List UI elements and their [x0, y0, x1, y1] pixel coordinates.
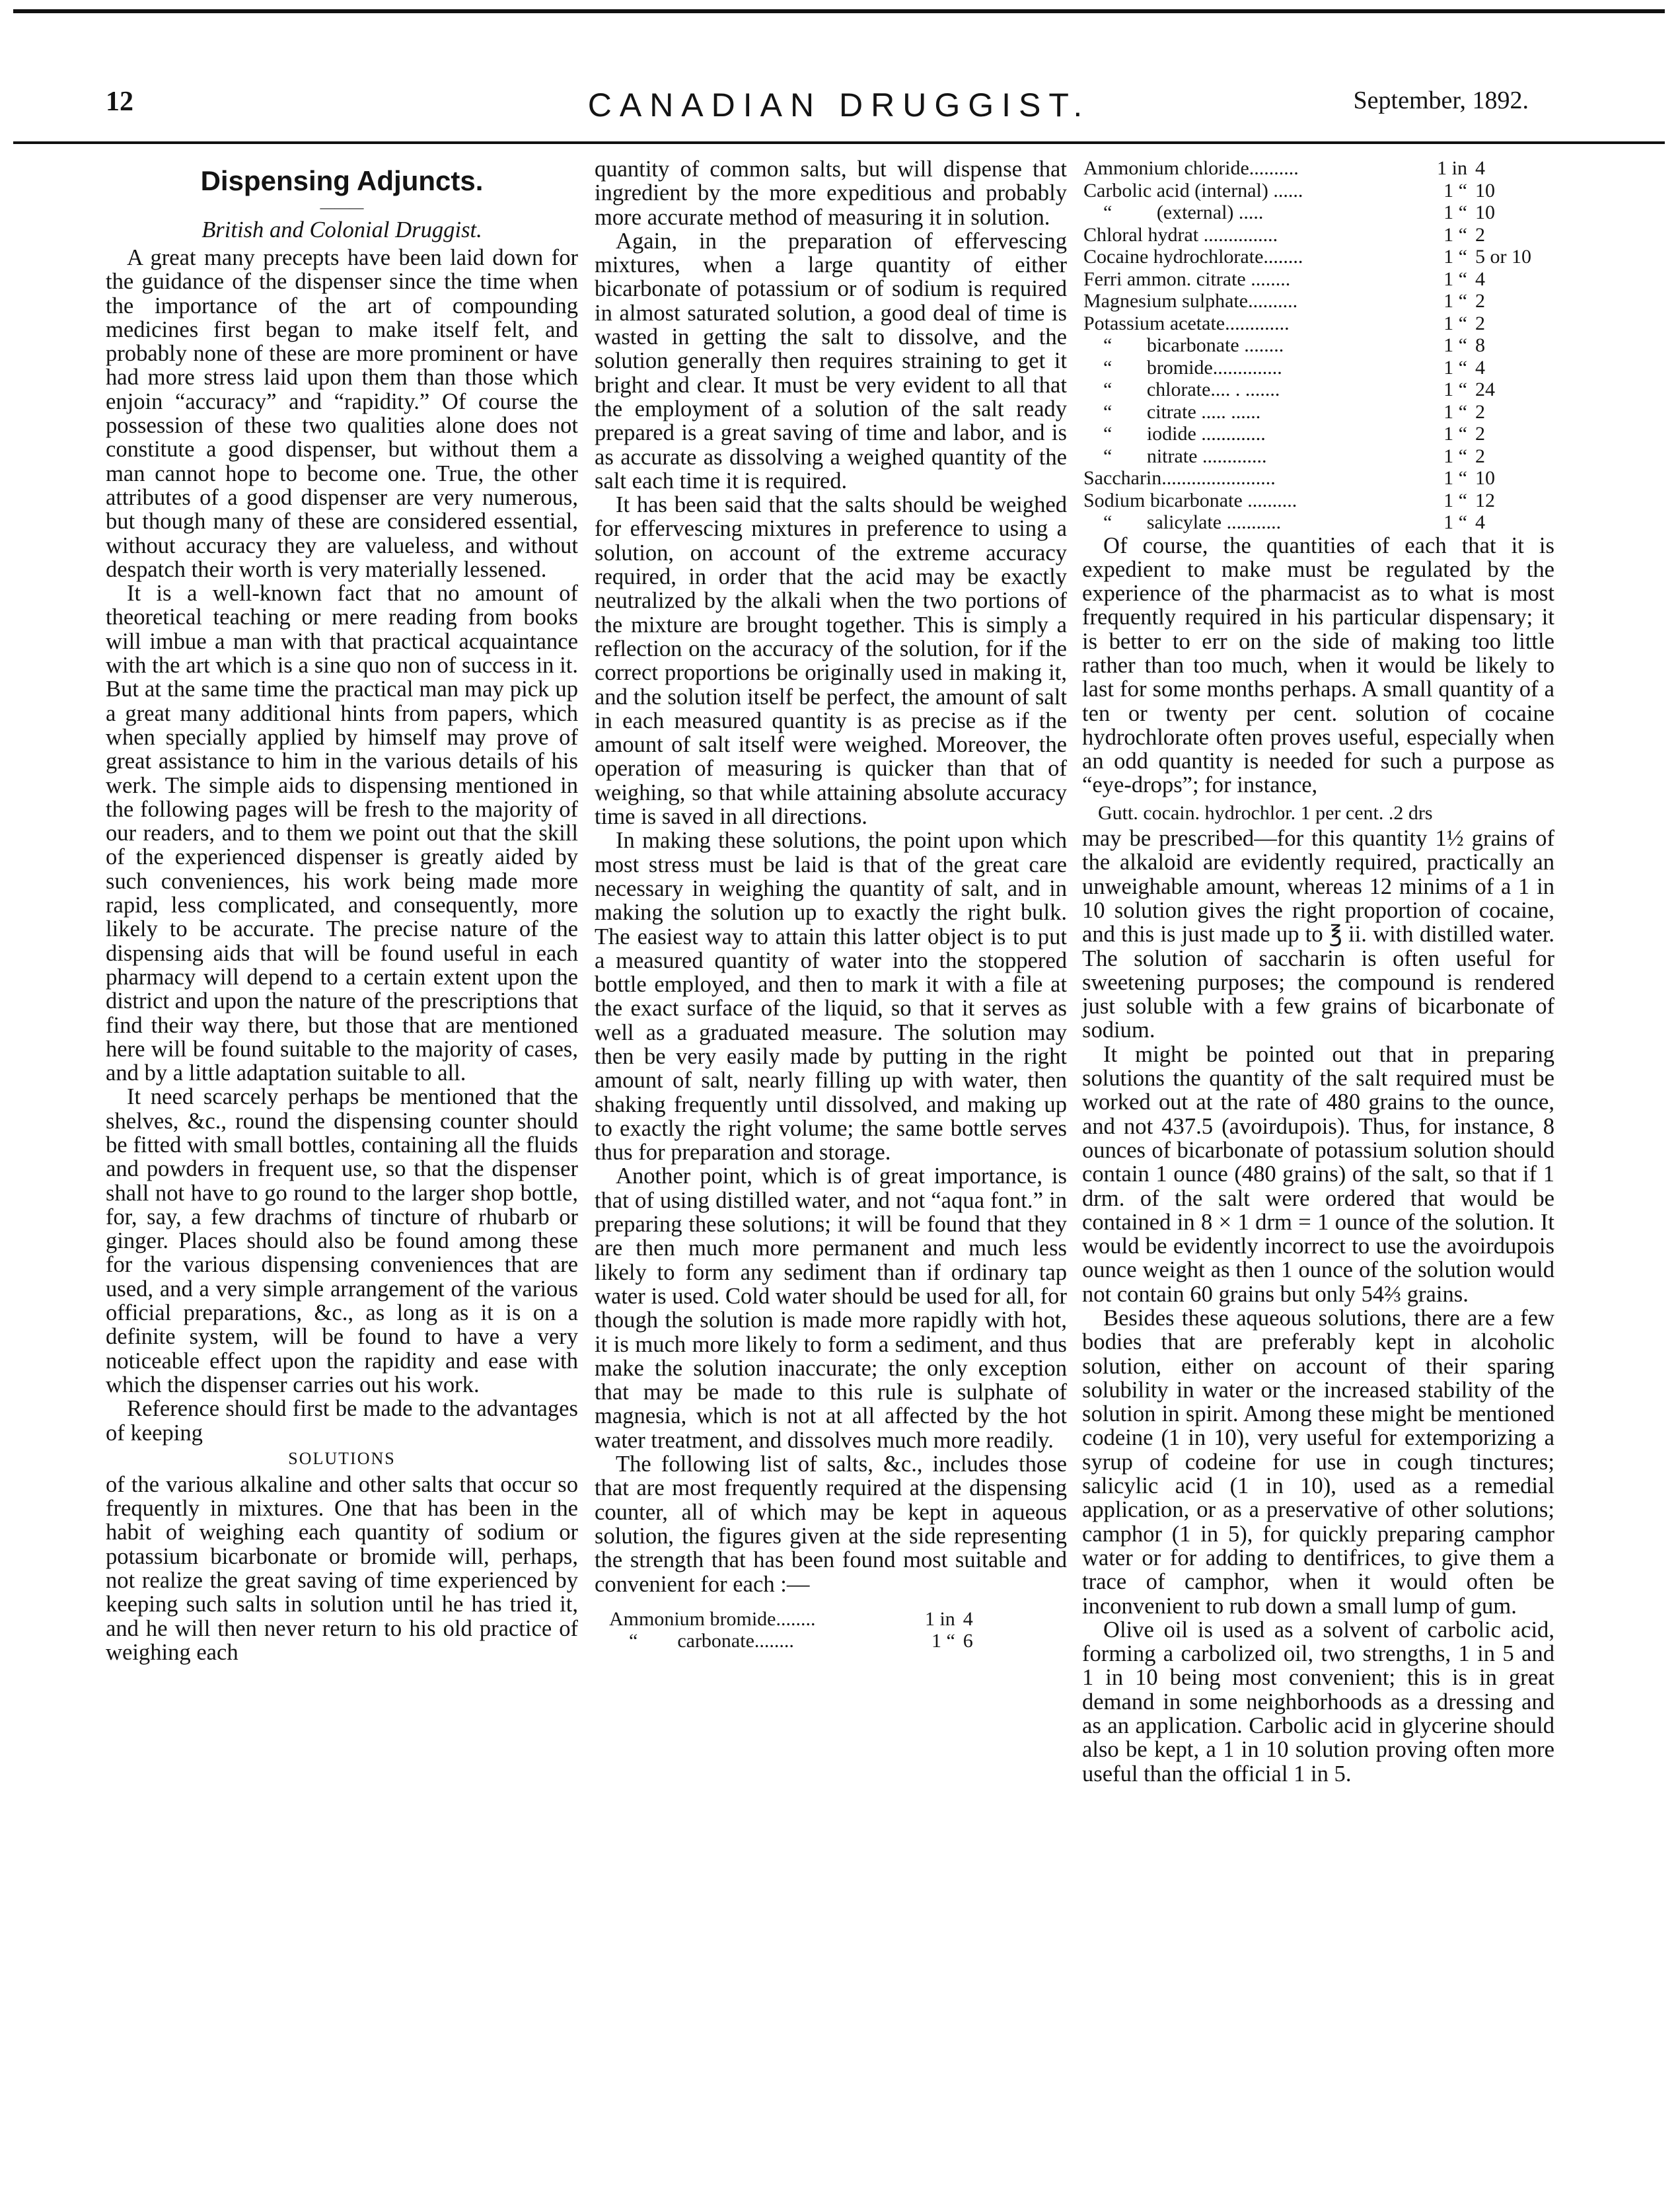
subheading-solutions: SOLUTIONS [288, 1448, 396, 1468]
salt-row [1082, 157, 1554, 180]
salt-name: Ammonium bromide........ [609, 1607, 816, 1630]
salt-name: “ iodide ............. [1083, 423, 1266, 445]
salt-row [1082, 511, 1554, 534]
paragraph: The following list of salts, &c., includes those that are most frequently required at the dispensing counter, all of which may be kept in aqueous solution, the figures given at the side representing the strength that has been found most suitable and convenient for each :— [595, 1452, 1067, 1597]
salt-row [1082, 290, 1554, 313]
strength-value: 6 [963, 1630, 973, 1652]
salt-row [1082, 180, 1554, 202]
strength-ratio: 1 “ [1443, 400, 1467, 423]
strength-value: 2 [1475, 445, 1485, 467]
strength-value: 10 [1475, 467, 1495, 489]
salt-name: Sodium bicarbonate .......... [1083, 489, 1297, 511]
strength-ratio: 1 “ [1443, 202, 1467, 223]
salt-name: “ nitrate ............. [1083, 445, 1267, 467]
salt-row [1082, 268, 1554, 291]
paragraph: of the various alkaline and other salts that occur so frequently in mixtures. One that has been in the habit of weighing each quantity of sodium or potassium bicarbonate or bromide will, perhaps, not realize the great saving of time experienced by keeping such salts in solution until he has tried it, and he will then never return to his old practice of weighing each [106, 1471, 578, 1665]
column-1 [106, 157, 578, 1664]
paragraph: Again, in the preparation of effervescing mixtures, when a large quantity of either bicarbonate of potassium or of sodium is required in almost saturated solution, a good deal of time is wasted in getting the salt to dissolve, and the solution generally then requires straining to get it bright and clear. It must be very evident to all that the employment of a solution of the salt ready prepared is a great saving of time and labor, and is as accurate as dissolving a weighed quantity of the salt each time it is required. [595, 228, 1067, 494]
strength-ratio: 1 “ [1443, 334, 1467, 356]
strength-value: 4 [1475, 268, 1485, 290]
strength-value: 4 [1475, 157, 1485, 179]
salt-row [1082, 357, 1554, 379]
salt-name: “ bromide.............. [1083, 356, 1282, 379]
page-number: 12 [106, 87, 133, 117]
paragraph: In making these solutions, the point upon which most stress must be laid is that of the great care necessary in weighing the quantity of salt, and in making the solution up to exactly the right bulk. The easiest way to attain this latter object is to put a measured quantity of water into the stoppered bottle employed, and then to mark it with a file at the exact surface of the liquid, so that it serves as well as a graduated measure. The solution may then be very easily made by putting in the right amount of salt, nearly filling up with water, then shaking frequently until dissolved, and making up to exactly the right volume; the same bottle serves thus for preparation and storage. [595, 828, 1067, 1165]
strength-value: 24 [1475, 379, 1495, 400]
article-source: British and Colonial Druggist. [201, 217, 482, 242]
strength-ratio: 1 “ [1443, 423, 1467, 445]
masthead-title: CANADIAN DRUGGIST. [587, 87, 1091, 124]
paragraph: quantity of common salts, but will dispense that ingredient by the more expeditious and probably more accurate method of measuring it in solution. [595, 157, 1067, 230]
top-rule [13, 9, 1665, 13]
salt-row [1082, 490, 1554, 512]
salt-name: Carbolic acid (internal) ...... [1083, 179, 1303, 202]
strength-value: 10 [1475, 202, 1495, 223]
salt-name: “ chlorate.... . ....... [1083, 379, 1280, 400]
prescription-formula: Gutt. cocain. hydrochlor. 1 per cent. .2 drs [1098, 801, 1433, 824]
strength-ratio: 1 “ [1443, 379, 1467, 400]
salt-row [1082, 202, 1554, 224]
salt-row [1082, 445, 1554, 468]
salt-row [608, 1608, 1042, 1631]
paragraph: It is a well-known fact that no amount of theoretical teaching or mere reading from books will imbue a man with that practical acquaintance with the art which is a sine quo non of success in it. But at the same time the practical man may pick up a great many additional hints from papers, which when specially applied by himself may prove of great assistance to him in the various details of his werk. The simple aids to dispensing mentioned in the following pages will be fresh to the majority of our readers, and to them we point out that the skill of the experienced dispenser is greatly aided by such conveniences, his work being made more rapid, less complicated, and consequently, more likely to be accurate. The precise nature of the dispensing aids that will be found useful in each pharmacy will depend to a certain extent upon the district and upon the nature of the prescriptions that find their way there, but those that are mentioned here will be found suitable to the majority of cases, and by a little adaptation suitable to all. [106, 581, 578, 1086]
salt-name: “ (external) ..... [1083, 202, 1264, 223]
salt-row [1082, 401, 1554, 424]
header-rule [13, 141, 1665, 144]
salt-row [1082, 423, 1554, 445]
salt-row [1082, 334, 1554, 357]
salt-name: Ferri ammon. citrate ........ [1083, 268, 1291, 290]
strength-value: 2 [1475, 423, 1485, 445]
paragraph: A great many precepts have been laid down for the guidance of the dispenser since the time when the importance of the art of compounding medicines first began to make itself felt, and probably none of these are more prominent or have had more stress laid upon them than those which enjoin “accuracy” and “rapidity.” Of course the possession of these two qualities alone does not constitute a good dispenser, but without them a man cannot hope to become one. True, the other attributes of a good dispenser are very numerous, but though many of these are considered essential, without accuracy they are valueless, and without despatch their worth is very materially lessened. [106, 245, 578, 582]
strength-value: 10 [1475, 179, 1495, 202]
strength-value: 2 [1475, 312, 1485, 334]
salt-name: “ bicarbonate ........ [1083, 334, 1284, 356]
strength-ratio: 1 “ [1443, 445, 1467, 467]
heading-dash: ——— [320, 199, 364, 215]
paragraph: Another point, which is of great importance, is that of using distilled water, and not “aqua font.” in preparing these solutions; it will be found that they are then much more permanent and much less likely to form any sediment than if ordinary tap water is used. Cold water should be used for all, for though the solution is made more rapidly with hot, it is much more likely to form a sediment, and thus make the solution inaccurate; the only exception that may be made to this rule is sulphate of magnesia, which is not at all affected by the hot water treatment, and dissolves much more readily. [595, 1163, 1067, 1453]
paragraph: may be prescribed—for this quantity 1½ grains of the alkaloid are evidently required, practically an unweighable amount, whereas 12 minims of a 1 in 10 solution gives the right proportion of cocaine, and this is just made up to ℥ ii. with distilled water. The solution of saccharin is often useful for sweetening purposes; the compound is rendered just soluble with a few grains of bicarbonate of sodium. [1082, 826, 1554, 1043]
strength-ratio: 1 “ [1443, 290, 1467, 312]
strength-value: 8 [1475, 334, 1485, 356]
paragraph: It need scarcely perhaps be mentioned that the shelves, &c., round the dispensing counter should be fitted with small bottles, containing all the fluids and powders in frequent use, so that the dispenser shall not have to go round to the larger shop bottle, for, say, a few drachms of tincture of rhubarb or ginger. Places should also be found among these for the various dispensing conveniences that are used, and a very simple arrangement of the various official preparations, &c., as long as it is on a definite system, will be found to have a very noticeable effect upon the rapidity and ease with which the dispenser carries out his work. [106, 1084, 578, 1397]
strength-value: 4 [963, 1607, 973, 1630]
paragraph: Of course, the quantities of each that it is expedient to make must be regulated by the experience of the pharmacist as to what is most frequently required in his particular dispensary; it is better to err on the side of making too little rather than too much, when it would be likely to last for some months perhaps. A small quantity of a ten or twenty per cent. solution of cocaine hydrochlorate often proves useful, especially when an odd quantity is needed for such a purpose as “eye-drops”; for instance, [1082, 533, 1554, 798]
strength-ratio: 1 “ [931, 1630, 955, 1652]
strength-value: 2 [1475, 223, 1485, 246]
strength-ratio: 1 “ [1443, 489, 1467, 511]
strength-value: 12 [1475, 489, 1495, 511]
strength-value: 2 [1475, 290, 1485, 312]
strength-ratio: 1 in [1437, 157, 1467, 179]
salt-row [1082, 313, 1554, 335]
issue-date: September, 1892. [1353, 87, 1529, 114]
strength-ratio: 1 “ [1443, 268, 1467, 290]
paragraph: Reference should first be made to the advantages of keeping [106, 1396, 578, 1446]
strength-ratio: 1 “ [1443, 246, 1467, 268]
paragraph: Olive oil is used as a solvent of carbolic acid, forming a carbolized oil, two strengths, 1 in 5 and 1 in 10 being most convenient; this is in great demand in some neighborhoods as a dressing and as an application. Carbolic acid in glycerine should also be kept, a 1 in 10 solution proving often more useful than the official 1 in 5. [1082, 1617, 1554, 1787]
strength-ratio: 1 “ [1443, 511, 1467, 533]
salt-row [1082, 379, 1554, 401]
strength-ratio: 1 “ [1443, 467, 1467, 489]
strength-ratio: 1 “ [1443, 312, 1467, 334]
salt-name: Cocaine hydrochlorate........ [1083, 246, 1303, 268]
strength-value: 4 [1475, 356, 1485, 379]
paragraph: It might be pointed out that in preparing solutions the quantity of the salt required must be worked out at the rate of 480 grains to the ounce, and not 437.5 (avoirdupois). Thus, for instance, 8 ounces of bicarbonate of potassium solution should contain 1 ounce (480 grains) of the salt, so that if 1 drm. of the salt were ordered that would be contained in 8 × 1 drm = 1 ounce of the solution. It would be evidently incorrect to use the avoirdupois ounce weight as then 1 ounce of the solution would not contain 60 grains but only 54⅔ grains. [1082, 1041, 1554, 1307]
salt-name: “ citrate ..... ...... [1083, 400, 1261, 423]
salt-name: Magnesium sulphate.......... [1083, 290, 1298, 312]
paragraph: It has been said that the salts should be weighed for effervescing mixtures in preference to using a solution, on account of the extreme accuracy required, in order that the acid may be exactly neutralized by the alkali when the two portions of the mixture are brought together. This is simply a reflection on the accuracy of the solution, for if the correct proportions be originally used in making it, and the solution itself be perfect, the amount of salt in each measured quantity is as precise as if the amount of salt itself were weighed. Moreover, the operation of measuring is quicker than that of weighing, so that while attaining absolute accuracy time is saved in all directions. [595, 492, 1067, 830]
salt-name: “ carbonate........ [609, 1630, 794, 1652]
strength-ratio: 1 “ [1443, 223, 1467, 246]
salt-row [1082, 246, 1554, 268]
strength-ratio: 1 “ [1443, 356, 1467, 379]
strength-value: 5 or 10 [1475, 246, 1531, 268]
salt-row [1082, 467, 1554, 490]
salt-list-a [608, 1608, 1042, 1652]
column-3 [1082, 157, 1554, 1786]
salt-row [1082, 224, 1554, 246]
salt-name: Saccharin....................... [1083, 467, 1276, 489]
salt-list-b [1082, 157, 1554, 534]
salt-name: Ammonium chloride.......... [1083, 157, 1299, 179]
paragraph: Besides these aqueous solutions, there are a few bodies that are preferably kept in alcoholic solution, either on account of their sparing solubility in water or the increased stability of the solution in spirit. Among these might be mentioned codeine (1 in 10), very useful for extemporizing a syrup of codeine for use in cough tinctures; salicylic acid (1 in 10), used as a remedial application, or as a preservative of other solutions; camphor (1 in 5), for quickly preparing camphor water or for adding to dentifrices, to give them a trace of camphor, when it would often be inconvenient to rub down a small lump of gum. [1082, 1306, 1554, 1619]
strength-ratio: 1 “ [1443, 179, 1467, 202]
strength-value: 4 [1475, 511, 1485, 533]
salt-name: Chloral hydrat ............... [1083, 223, 1278, 246]
salt-name: Potassium acetate............. [1083, 312, 1290, 334]
column-2 [595, 157, 1067, 1652]
salt-name: “ salicylate ........... [1083, 511, 1282, 533]
strength-ratio: 1 in [924, 1607, 955, 1630]
salt-row [608, 1630, 1042, 1652]
strength-value: 2 [1475, 400, 1485, 423]
article-heading: Dispensing Adjuncts. [200, 165, 484, 196]
